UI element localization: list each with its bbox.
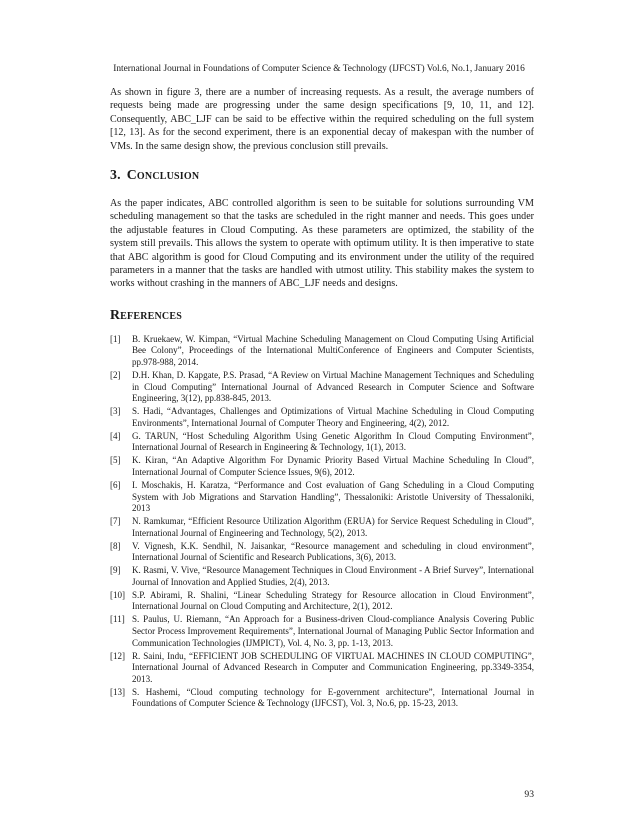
reference-item	[110, 406, 534, 429]
page-number: 93	[524, 789, 534, 800]
body-paragraph: As shown in figure 3, there are a number of increasing requests. As a result, the average numbers of requests being made are progressing under the same design specifications [9, 10, 11, and 12]. Consequently, ABC_LJF can be said to be effective within the required scheduling on the full system [12, 13]. As for the second experiment, there is an exponential decay of makespan with the number of VMs. In the same design show, the previous conclusion still prevails.	[110, 87, 534, 152]
reference-number: [11]	[110, 614, 125, 625]
reference-text: V. Vignesh, K.K. Sendhil, N. Jaisankar, “Resource management and scheduling in cloud environment”, International Journal of Scientific and Research Publications, 3(6), 2013.	[132, 540, 534, 563]
reference-number: [3]	[110, 406, 121, 417]
reference-text: R. Saini, Indu, “EFFICIENT JOB SCHEDULING OF VIRTUAL MACHINES IN CLOUD COMPUTING”, International Journal of Advanced Research in Computer and Communication Engineering, pp.3349-3354, 2013.	[132, 650, 534, 684]
reference-item	[110, 590, 534, 613]
reference-number: [10]	[110, 589, 126, 600]
reference-list	[110, 334, 534, 710]
reference-item	[110, 541, 534, 564]
reference-number: [6]	[110, 479, 121, 490]
reference-number: [7]	[110, 516, 121, 527]
reference-item	[110, 455, 534, 478]
reference-text: S. Paulus, U. Riemann, “An Approach for a Business-driven Cloud-compliance Analysis Covering Public Sector Process Improvement Requirements”, International Journal of Managing Public Sector Information and Communication Technologies (IJMPICT), Vol. 4, No. 3, pp. 1-13, 2013.	[132, 614, 534, 648]
reference-text: K. Kiran, “An Adaptive Algorithm For Dynamic Priority Based Virtual Machine Scheduling In Cloud”, International Journal of Computer Science Issues, 9(6), 2012.	[132, 455, 534, 477]
reference-number: [5]	[110, 455, 121, 466]
references-heading: References	[110, 306, 182, 322]
reference-item	[110, 370, 534, 405]
reference-number: [1]	[110, 333, 121, 344]
reference-text: B. Kruekaew, W. Kimpan, “Virtual Machine Scheduling Management on Cloud Computing Using Artificial Bee Colony”, Proceedings of the International MultiConference of Engineers and Computer Scientists, pp.978-988, 2014.	[132, 333, 534, 368]
reference-text: S.P. Abirami, R. Shalini, “Linear Scheduling Strategy for Resource allocation in Cloud Environment”, International Journal on Cloud Computing and Architecture, 2(1), 2012.	[132, 589, 534, 612]
reference-text: S. Hadi, “Advantages, Challenges and Optimizations of Virtual Machine Scheduling in Cloud Computing Environments”, International Journal of Computer Theory and Engineering, 4(2), 2012.	[132, 406, 534, 428]
reference-item	[110, 614, 534, 649]
reference-text: I. Moschakis, H. Karatza, “Performance and Cost evaluation of Gang Scheduling in a Cloud Computing System with Job Migrations and Starvation Handling”, Thessaloniki: Aristotle University of Thessaloniki, 2013	[132, 479, 534, 514]
reference-item	[110, 516, 534, 539]
reference-item	[110, 651, 534, 686]
reference-number: [8]	[110, 540, 121, 551]
reference-item	[110, 480, 534, 515]
reference-text: N. Ramkumar, “Efficient Resource Utilization Algorithm (ERUA) for Service Request Scheduling in Cloud”, International Journal of Engineering and Technology, 5(2), 2013.	[132, 516, 534, 538]
section-number: 3.	[110, 167, 121, 183]
reference-text: K. Rasmi, V. Vive, “Resource Management Techniques in Cloud Environment - A Brief Survey”, International Journal of Innovation and Applied Studies, 2(4), 2013.	[132, 565, 534, 587]
reference-text: G. TARUN, “Host Scheduling Algorithm Using Genetic Algorithm In Cloud Computing Environment”, International Journal of Research in Engineering & Technology, 1(1), 2013.	[132, 430, 534, 453]
reference-item	[110, 687, 534, 710]
reference-item	[110, 565, 534, 588]
reference-number: [4]	[110, 430, 121, 441]
reference-text: D.H. Khan, D. Kapgate, P.S. Prasad, “A Review on Virtual Machine Management Techniques and Scheduling in Cloud Computing” International Journal of Advanced Research in Computer Science and Software Engineering, 3(12), pp.838-845, 2013.	[132, 370, 534, 404]
reference-item	[110, 431, 534, 454]
running-header: International Journal in Foundations of Computer Science & Technology (IJFCST) Vol.6, No.1, January 2016	[113, 64, 525, 74]
reference-item	[110, 334, 534, 369]
reference-number: [2]	[110, 370, 121, 381]
reference-number: [9]	[110, 565, 121, 576]
conclusion-paragraph: As the paper indicates, ABC controlled algorithm is seen to be suitable for solutions surrounding VM scheduling management so that the tasks are scheduled in the right manner and needs. This goes under the adjustable features in Cloud Computing. As these parameters are optimized, the stability of the system still prevails. This allows the system to operate with optimum utility. It is then imperative to state that ABC algorithm is good for Cloud Computing and its environment under the utility of the required parameters in a manner that the tasks are handled with utmost utility. This stability makes the system to works without crashing in the manners of ABC_LJF needs and designs.	[110, 198, 534, 290]
reference-number: [13]	[110, 686, 126, 697]
page-content	[110, 86, 534, 711]
section-heading-conclusion	[110, 167, 534, 183]
reference-number: [12]	[110, 650, 126, 661]
section-title: Conclusion	[126, 167, 200, 183]
reference-text: S. Hashemi, “Cloud computing technology for E-government architecture”, International Journal in Foundations of Computer Science & Technology (IJFCST), Vol. 3, No.6, pp. 15-23, 2013.	[132, 686, 534, 709]
